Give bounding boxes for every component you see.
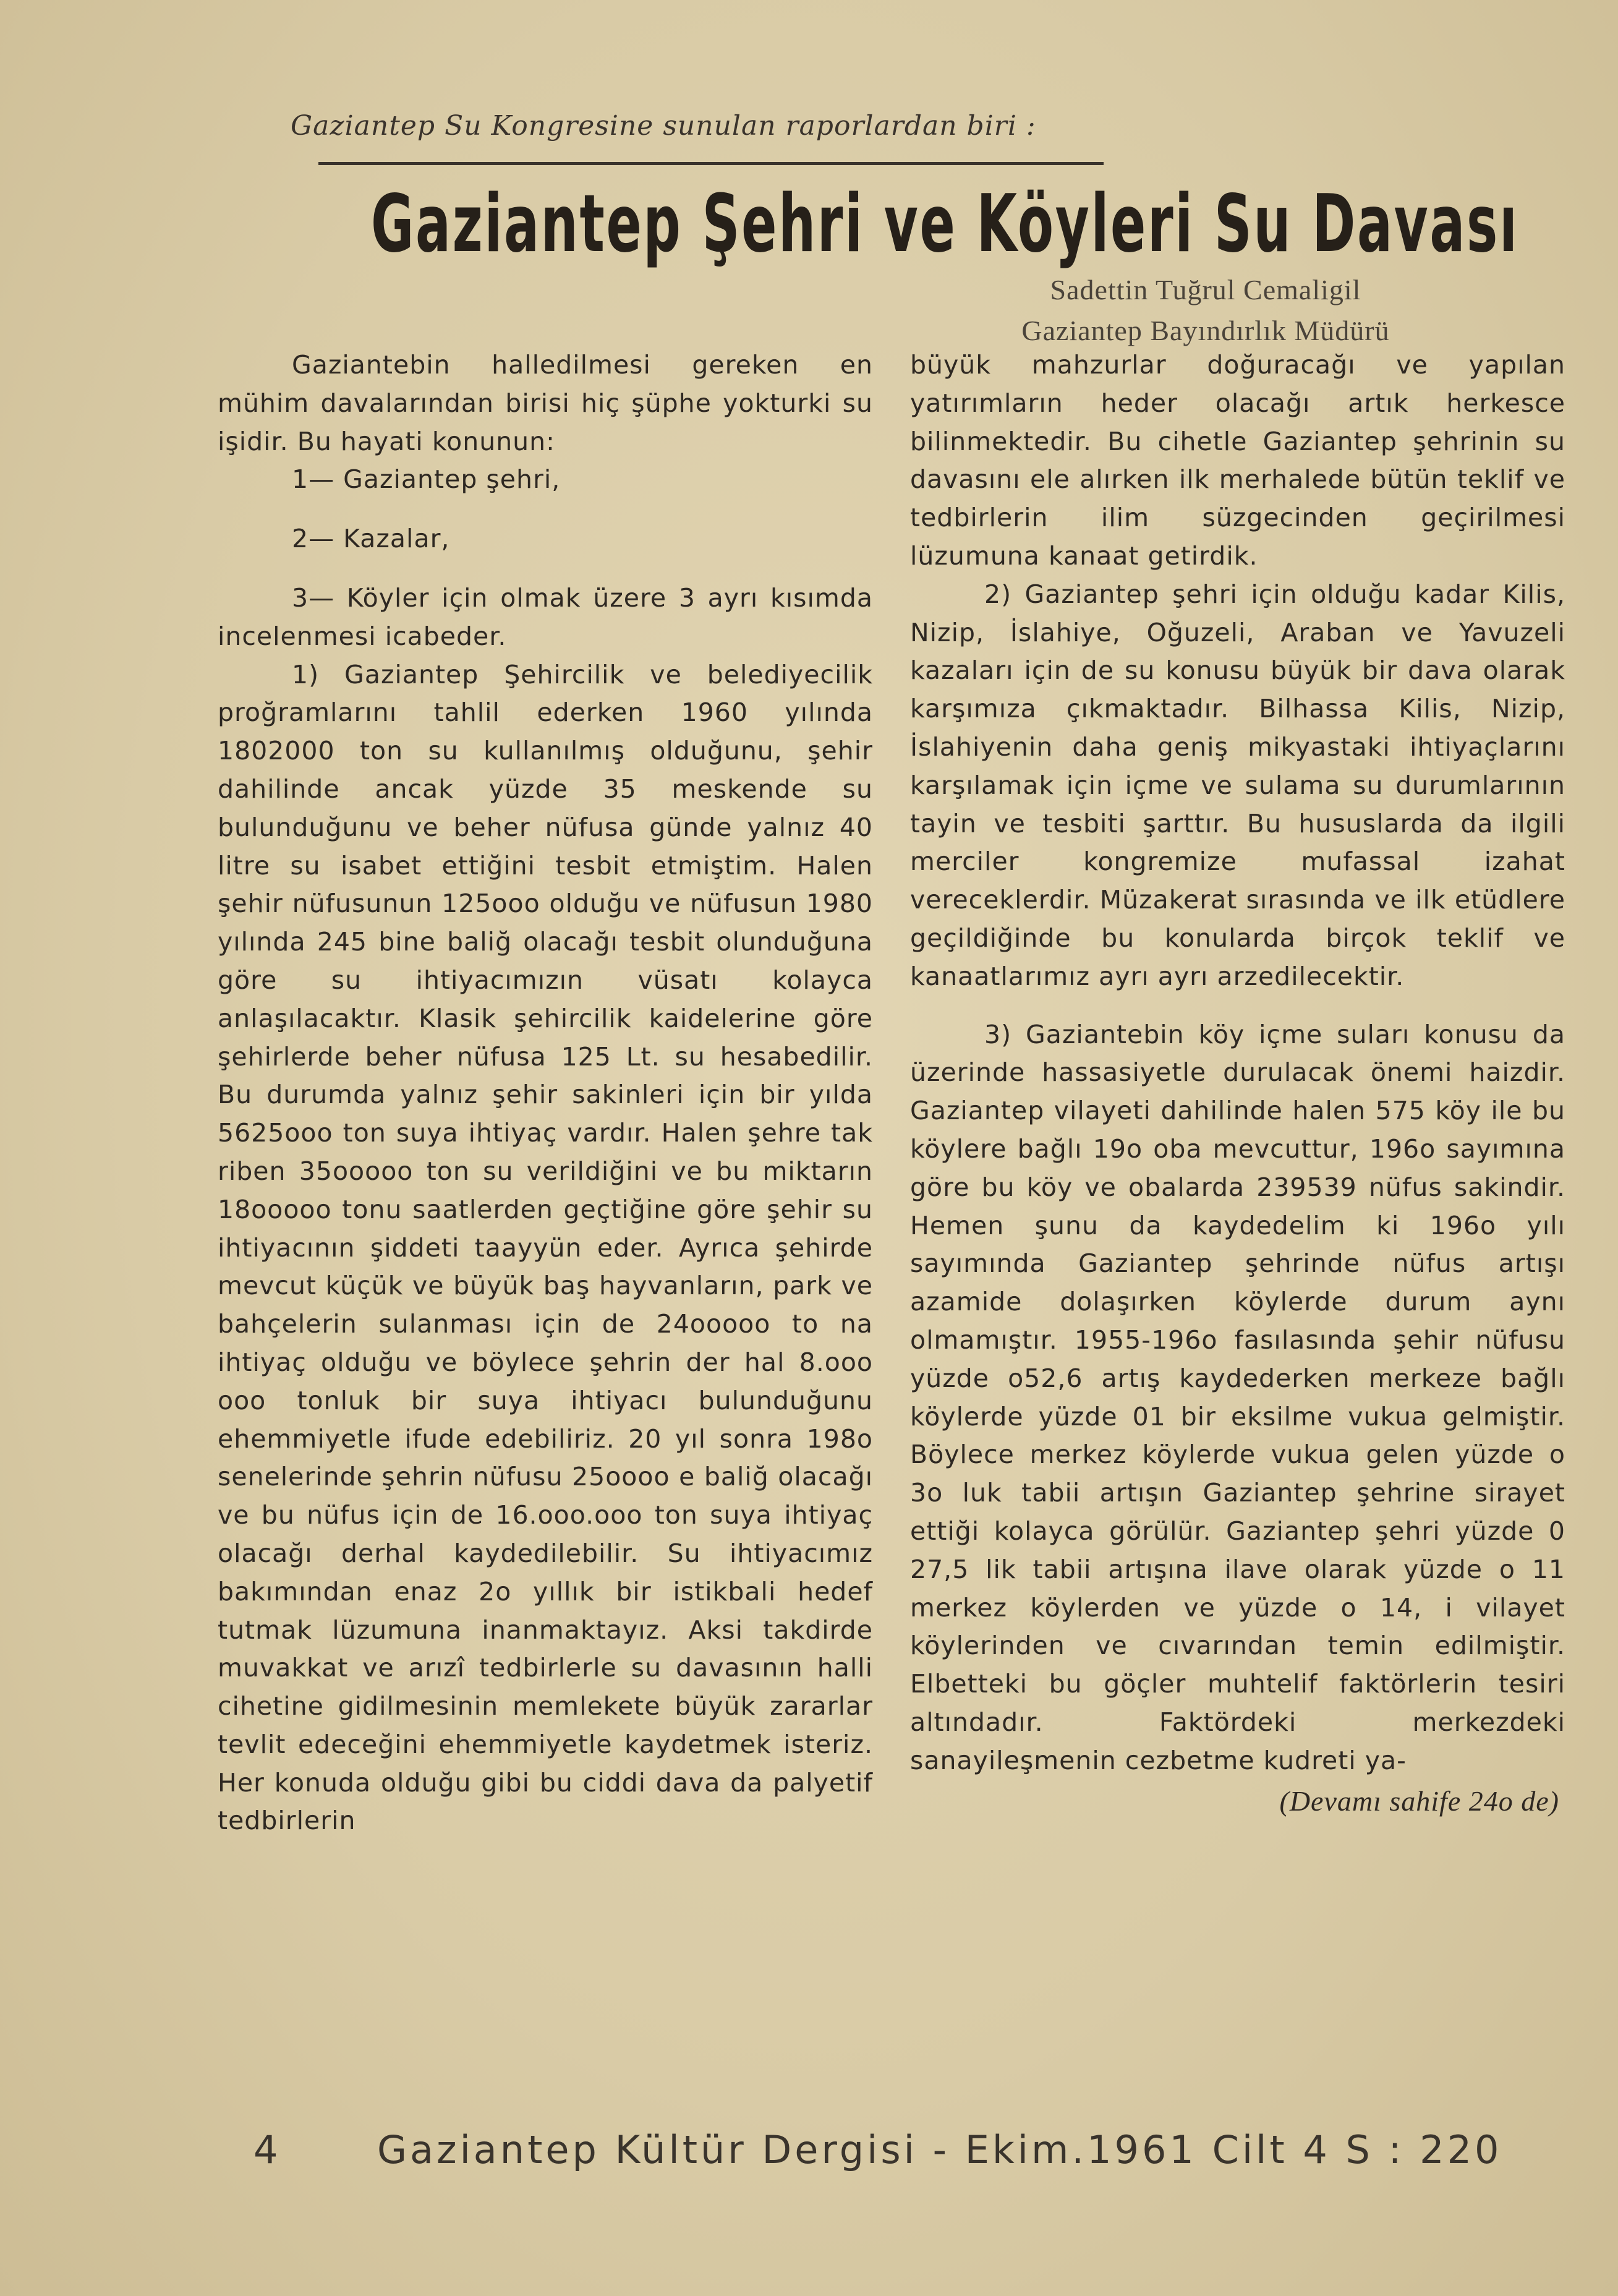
body-paragraph: 1) Gaziantep Şehircilik ve belediyecilik proğramlarını tahlil ederken 1960 yılında 1802000 ton su kullanılmış olduğunu, şehir dahilinde ancak yüzde 35 meskende su bulunduğunu ve beher nüfusa günde yalnız 40 litre su isabet ettiğini tesbit etmiştim. Halen şehir nüfusunun 125ooo olduğu ve nüfusun 1980 yılında 245 bine baliğ olacağı tesbit olunduğuna göre su ihtiyacımızın vüsatı kolayca anlaşılacaktır. Klasik şehircilik kaidelerine göre şehirlerde beher nüfusa 125 Lt. su hesabedilir. Bu durumda yalnız şehir sakinleri için bir yılda 5625ooo ton suya ihtiyaç vardır. Halen şehre tak riben 35ooooo ton su verildiğini ve bu miktarın 18ooooo tonu saatlerden geçtiğine göre şehir su ihtiyacının şiddeti taayyün eder. Ayrıca şehirde mevcut küçük ve büyük baş hayvanların, park ve bahçelerin sulanması için de 24ooooo to na ihtiyaç olduğu ve böylece şehrin der hal 8.ooo ooo tonluk bir suya ihtiyacı bulunduğunu ehemmiyetle ifude edebiliriz. 20 yıl sonra 198o senelerinde şehrin nüfusu 25oooo e baliğ olacağı ve bu nüfus için de 16.ooo.ooo ton suya ihtiyaç olacağı derhal kaydedilebilir. Su ihtiyacımız bakımından enaz 2o yıllık bir istikbali hedef tutmak lüzumuna inanmaktayız. Aksi takdirde muvakkat ve arızî tedbirlerle su davasının halli cihetine gidilmesinin memlekete büyük zararlar tevlit edeceğini ehemmiyetle kaydetmek isteriz. Her konuda olduğu gibi bu ciddi dava da palyetif tedbirlerin <box>218 659 873 1836</box>
page-number: 4 <box>253 2127 281 2172</box>
byline <box>952 270 1459 351</box>
publication-info: Gaziantep Kültür Dergisi - Ekim.1961 Cilt 4 S : 220 <box>377 2127 1502 2172</box>
list-item: 3— Köyler için olmak üzere 3 ayrı kısımda incelenmesi icabeder. <box>218 583 873 651</box>
body-paragraph: büyük mahzurlar doğuracağı ve yapılan yatırımların heder olacağı artık herkesce bilinmektedir. Bu cihetle Gaziantep şehrinin su davasını ele alırken ilk merhalede bütün teklif ve tedbirlerin ilim süzgecinden geçirilmesi lüzumuna kanaat getirdik. <box>910 350 1565 571</box>
author-position: Gaziantep Bayındırlık Müdürü <box>1021 315 1390 346</box>
right-column <box>910 346 1565 1820</box>
continued-note: (Devamı sahife 24o de) <box>1279 1785 1559 1817</box>
intro-paragraph: Gaziantebin halledilmesi gereken en mühim davalarından birisi hiç şüphe yokturki su işidir. Bu hayati konunun: <box>218 350 873 456</box>
author-name: Sadettin Tuğrul Cemaligil <box>1050 274 1361 305</box>
left-column <box>218 346 873 1840</box>
list-item: 2— Kazalar, <box>292 524 450 554</box>
body-paragraph: 2) Gaziantep şehri için olduğu kadar Kilis, Nizip, İslahiye, Oğuzeli, Araban ve Yavuzeli kazaları için de su konusu büyük bir dava olarak karşımıza çıkmaktadır. Bilhassa Kilis, Nizip, İslahiyenin daha geniş mikyastaki ihtiyaçlarını karşılamak için içme ve sulama su durumlarının tayin ve tesbiti şarttır. Bu hususlarda da ilgili merciler kongremize mufassal izahat vereceklerdir. Müzakerat sırasında ve ilk etüdlere geçildiğinde bu konularda birçok teklif ve kanaatlarımız ayrı ayrı arzedilecektir. <box>910 579 1565 991</box>
body-paragraph: 3) Gaziantebin köy içme suları konusu da üzerinde hassasiyetle durulacak önemi haizdir. Gaziantep vilayeti dahilinde halen 575 köy ile bu köylere bağlı 19o oba mevcuttur, 196o sayımına göre bu köy ve obalarda 239539 nüfus sakindir. Hemen şunu da kaydedelim ki 196o yılı sayımında Gaziantep şehrinde nüfus artışı azamide dolaşırken köylerde durum aynı olmamıştır. 1955-196o fasılasında şehir nüfusu yüzde o52,6 artış kaydederken merkeze bağlı köylerde yüzde 01 bir eksilme vukua gelmiştir. Böylece merkez köylerde vukua gelen yüzde o 3o luk tabii artışın Gaziantep şehrine sirayet ettiği kolayca görülür. Gaziantep şehri yüzde 0 27,5 lik tabii artışına ilave olarak yüzde o 11 merkez köylerden ve yüzde o 14, i vilayet köylerinden ve cıvarından temin edilmiştir. Elbetteki bu göçler muhtelif faktörlerin tesiri altındadır. Faktördeki merkezdeki sanayileşmenin cezbetme kudreti ya- <box>910 1019 1565 1775</box>
article-title: Gaziantep Şehri ve Köyleri Su Davası <box>371 178 1519 270</box>
kicker-divider <box>318 162 1104 165</box>
article-kicker: Gaziantep Su Kongresine sunulan raporlardan biri : <box>291 110 1036 142</box>
page-footer <box>253 2127 1552 2172</box>
list-item: 1— Gaziantep şehri, <box>292 464 561 495</box>
